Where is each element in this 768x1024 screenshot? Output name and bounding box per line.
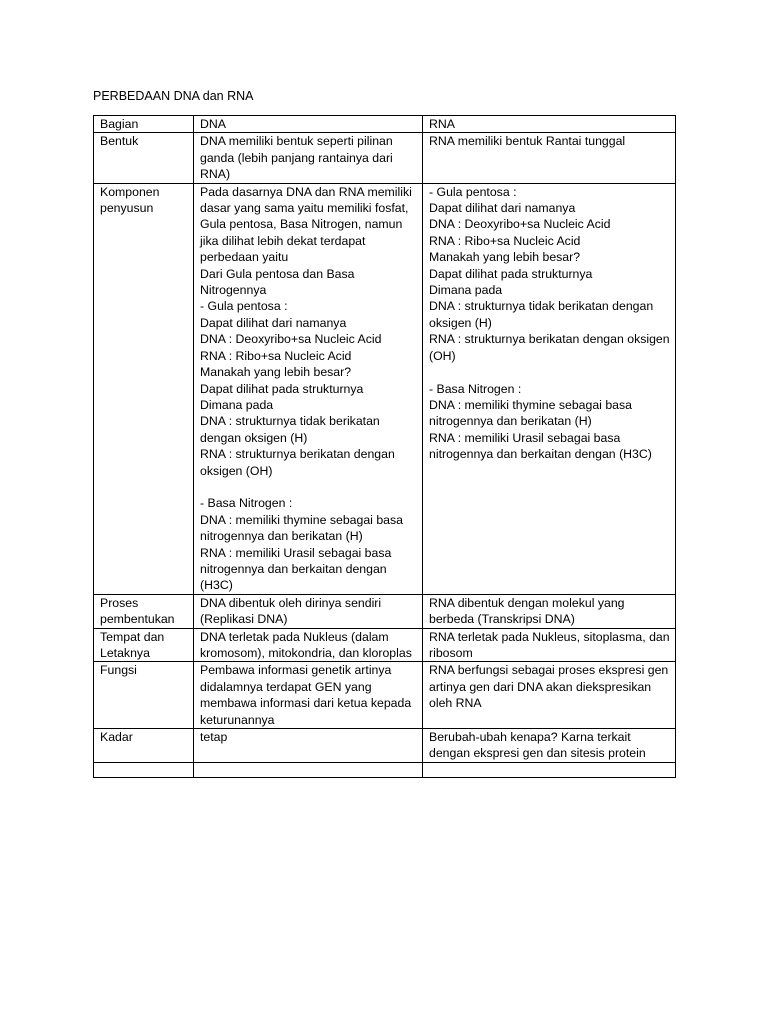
cell-bagian [94, 762, 194, 777]
cell-dna-text: DNA terletak pada Nukleus (dalam kromosom), mitokondria, dan kloroplas [200, 629, 412, 660]
cell-bagian [94, 729, 194, 763]
cell-bagian-text: Bentuk [100, 134, 139, 149]
header-dna-text: DNA [200, 117, 226, 131]
cell-dna [194, 662, 423, 729]
cell-dna [194, 183, 423, 594]
cell-bagian-text: Fungsi [100, 663, 137, 678]
cell-dna [194, 133, 423, 183]
cell-rna [423, 594, 676, 628]
cell-dna-text: DNA dibentuk oleh dirinya sendiri (Replikasi DNA) [200, 595, 382, 627]
cell-rna-text: RNA dibentuk dengan molekul yang berbeda (Transkripsi DNA) [429, 595, 625, 627]
cell-rna [423, 133, 676, 183]
cell-dna-text: tetap [200, 730, 228, 745]
header-bagian [94, 116, 194, 133]
header-rna-text: RNA [429, 117, 455, 131]
cell-rna [423, 762, 676, 777]
cell-rna-text: - Gula pentosa : Dapat dilihat dari namanya DNA : Deoxyribo+sa Nucleic Acid RNA : Ribo+sa Nucleic Acid Manakah yang lebih besar? Dapat dilihat pada strukturnya Dimana pada DNA : strukturnya tidak berikatan dengan oksigen (H) RNA : strukturnya berikatan dengan oksigen (OH) - Basa Nitrogen : DNA : memiliki thymine sebagai basa nitrogennya dan berikatan (H) RNA : memiliki Urasil sebagai basa nitrogennya dan berkaitan dengan (H3C) [429, 184, 670, 462]
header-bagian-text: Bagian [100, 117, 139, 131]
table-row-komponen [94, 183, 676, 594]
cell-bagian [94, 183, 194, 594]
cell-bagian [94, 133, 194, 183]
cell-bagian-text: Komponen penyusun [100, 184, 160, 216]
cell-dna-text: Pada dasarnya DNA dan RNA memiliki dasar yang sama yaitu memiliki fosfat, Gula pentosa, Basa Nitrogen, namun jika dilihat lebih dekat terdapat perbedaan yaitu Dari Gula pentosa dan Basa Nitrogennya - Gula pentosa : Dapat dilihat dari namanya DNA : Deoxyribo+sa Nucleic Acid RNA : Ribo+sa Nucleic Acid Manakah yang lebih besar? Dapat dilihat pada strukturnya Dimana pada DNA : strukturnya tidak berikatan dengan oksigen (H) RNA : strukturnya berikatan dengan oksigen (OH) - Basa Nitrogen : DNA : memiliki thymine sebagai basa nitrogennya dan berikatan (H) RNA : memiliki Urasil sebagai basa nitrogennya dan berkaitan dengan (H3C) [200, 184, 412, 593]
table-row-fungsi [94, 662, 676, 729]
cell-dna [194, 762, 423, 777]
header-rna [423, 116, 676, 133]
cell-bagian [94, 628, 194, 662]
cell-bagian-text: Proses pembentukan [100, 595, 175, 627]
cell-rna [423, 662, 676, 729]
cell-dna-text: Pembawa informasi genetik artinya didalamnya terdapat GEN yang membawa informasi dari ketua kepada keturunannya [200, 663, 412, 727]
table-header-row [94, 116, 676, 133]
table-row-empty [94, 762, 676, 777]
cell-dna [194, 594, 423, 628]
table-row-kadar [94, 729, 676, 763]
cell-rna-text: Berubah-ubah kenapa? Karna terkait dengan ekspresi gen dan sitesis protein [429, 730, 646, 761]
cell-bagian [94, 662, 194, 729]
table-row-bentuk [94, 133, 676, 183]
cell-bagian-text: Kadar [100, 730, 133, 745]
cell-rna-text: RNA terletak pada Nukleus, sitoplasma, dan ribosom [429, 629, 670, 660]
cell-dna [194, 628, 423, 662]
cell-dna-text: DNA memiliki bentuk seperti pilinan ganda (lebih panjang rantainya dari RNA) [200, 134, 393, 182]
table-row-tempat [94, 628, 676, 662]
cell-dna [194, 729, 423, 763]
cell-rna-text: RNA memiliki bentuk Rantai tunggal [429, 134, 626, 149]
cell-rna [423, 183, 676, 594]
cell-bagian [94, 594, 194, 628]
header-dna [194, 116, 423, 133]
cell-bagian-text: Tempat dan Letaknya [100, 629, 165, 660]
document-title: PERBEDAAN DNA dan RNA [93, 89, 254, 103]
cell-rna [423, 729, 676, 763]
comparison-table [93, 115, 676, 778]
table-row-proses [94, 594, 676, 628]
cell-rna-text: RNA berfungsi sebagai proses ekspresi gen artinya gen dari DNA akan diekspresikan oleh RNA [429, 663, 669, 711]
cell-rna [423, 628, 676, 662]
